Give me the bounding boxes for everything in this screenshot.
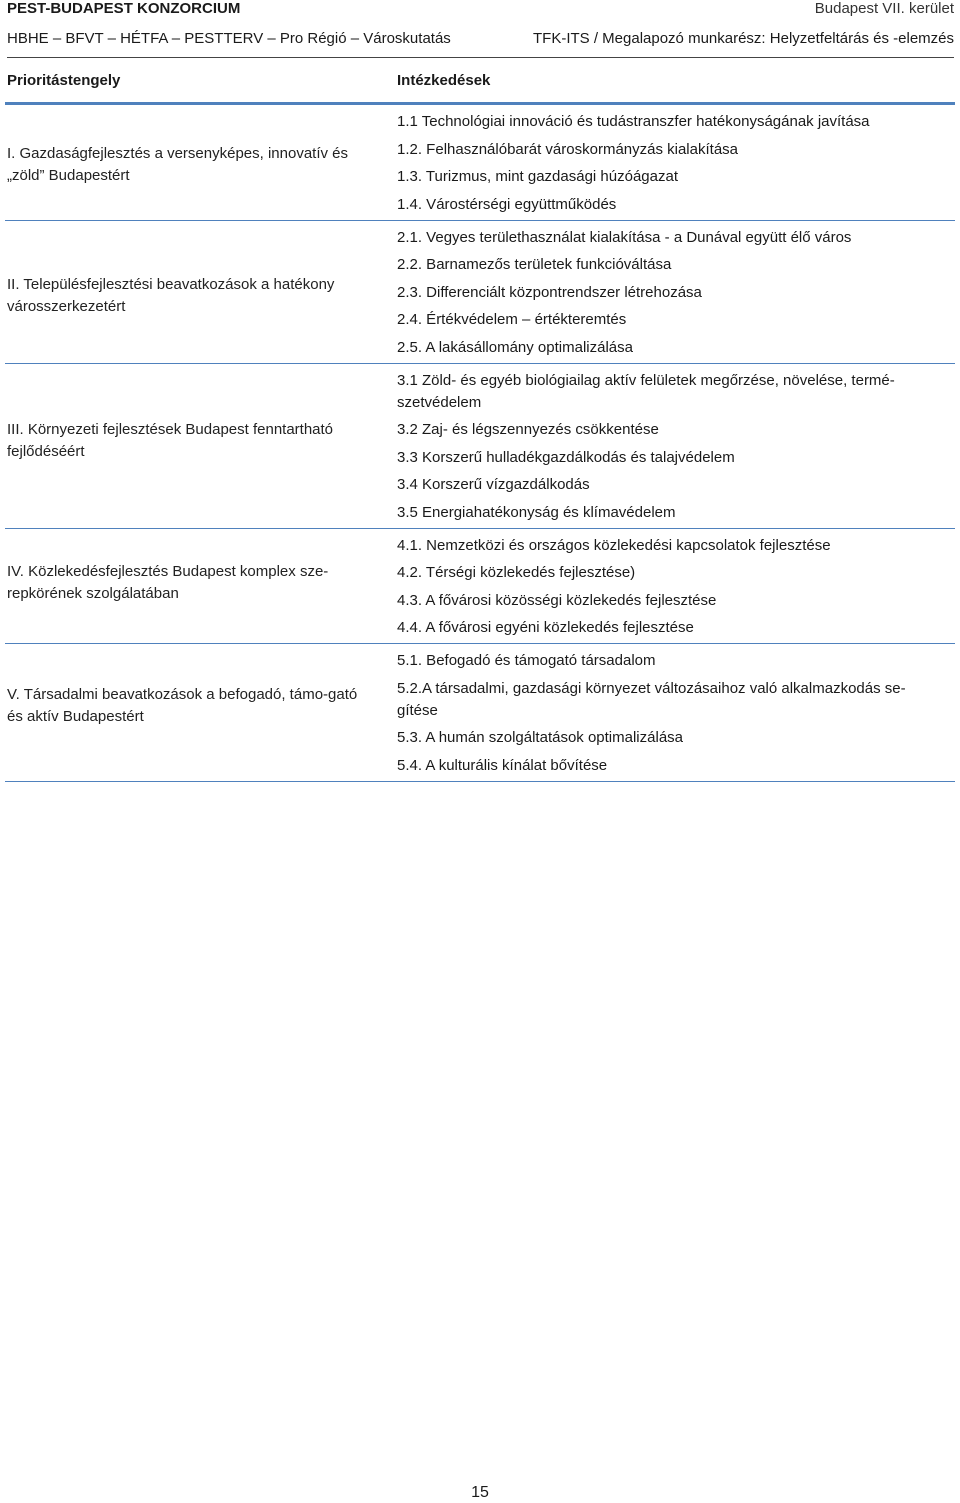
priority-measures-table xyxy=(5,60,955,782)
priority-column-header: Prioritástengely xyxy=(7,72,121,89)
measure-item: 1.4. Várostérségi együttműködés xyxy=(397,195,617,213)
measure-item: 4.1. Nemzetközi és országos közlekedési kapcsolatok fejlesztése xyxy=(397,536,831,554)
priority-axis-2: II. Településfejlesztési beavatkozások a hatékony városszerkezetért xyxy=(7,275,335,315)
measures-column-header: Intézkedések xyxy=(397,72,491,89)
measure-item: 3.4 Korszerű vízgazdálkodás xyxy=(397,476,590,493)
table-row xyxy=(5,644,955,782)
measure-item: 1.1 Technológiai innováció és tudástranszfer hatékonyságának javítása xyxy=(397,113,870,130)
measure-item: 4.3. A fővárosi közösségi közlekedés fejlesztése xyxy=(397,591,717,609)
measure-item: 2.1. Vegyes területhasználat kialakítása - a Dunával együtt élő város xyxy=(397,228,852,246)
partner-list: HBHE – BFVT – HÉTFA – PESTTERV – Pro Régió – Városkutatás xyxy=(7,30,451,47)
measures-list xyxy=(397,105,955,220)
table-header xyxy=(5,60,955,105)
measure-item: 5.4. A kulturális kínálat bővítése xyxy=(397,756,608,774)
measure-item: 1.3. Turizmus, mint gazdasági húzóágazat xyxy=(397,168,678,185)
measure-item: 2.5. A lakásállomány optimalizálása xyxy=(397,338,633,356)
header-divider xyxy=(7,57,954,58)
table-row xyxy=(5,364,955,529)
measure-item: 5.3. A humán szolgáltatások optimalizálása xyxy=(397,729,684,746)
measure-item: 2.4. Értékvédelem – értékteremtés xyxy=(397,311,627,328)
table-row xyxy=(5,529,955,645)
district-name: Budapest VII. kerület xyxy=(814,0,954,17)
measures-list xyxy=(397,221,955,363)
measure-item: 3.1 Zöld- és egyéb biológiailag aktív felületek megőrzése, növelése, termé-szetvédelem xyxy=(397,371,895,411)
table-row xyxy=(5,221,955,364)
measure-item: 1.2. Felhasználóbarát városkormányzás kialakítása xyxy=(397,140,739,158)
measures-list xyxy=(397,644,955,781)
measures-list xyxy=(397,364,955,528)
measure-item: 5.2.A társadalmi, gazdasági környezet változásaihoz való alkalmazkodás se-gítése xyxy=(397,679,906,719)
measures-list xyxy=(397,529,955,644)
consortium-name: PEST-BUDAPEST KONZORCIUM xyxy=(7,0,241,17)
document-title: TFK-ITS / Megalapozó munkarész: Helyzetfeltárás és -elemzés xyxy=(533,30,954,47)
measure-item: 4.4. A fővárosi egyéni közlekedés fejlesztése xyxy=(397,619,694,636)
measure-item: 4.2. Térségi közlekedés fejlesztése) xyxy=(397,564,636,581)
priority-axis-4: IV. Közlekedésfejlesztés Budapest komplex sze-repkörének szolgálatában xyxy=(7,562,329,602)
measure-item: 2.3. Differenciált központrendszer létrehozása xyxy=(397,283,702,301)
measure-item: 3.5 Energiahatékonyság és klímavédelem xyxy=(397,503,676,521)
priority-axis-3: III. Környezeti fejlesztések Budapest fenntartható fejlődéséért xyxy=(7,420,334,460)
page-header xyxy=(7,0,954,58)
measure-item: 2.2. Barnamezős területek funkcióváltása xyxy=(397,256,672,273)
priority-axis-1: I. Gazdaságfejlesztés a versenyképes, innovatív és „zöld” Budapestért xyxy=(7,145,349,184)
table-row xyxy=(5,105,955,221)
measure-item: 3.3 Korszerű hulladékgazdálkodás és talajvédelem xyxy=(397,448,735,466)
page-number: 15 xyxy=(471,1484,489,1501)
priority-axis-5: V. Társadalmi beavatkozások a befogadó, támo-gató és aktív Budapestért xyxy=(7,686,358,725)
measure-item: 3.2 Zaj- és légszennyezés csökkentése xyxy=(397,421,659,438)
measure-item: 5.1. Befogadó és támogató társadalom xyxy=(397,652,656,669)
